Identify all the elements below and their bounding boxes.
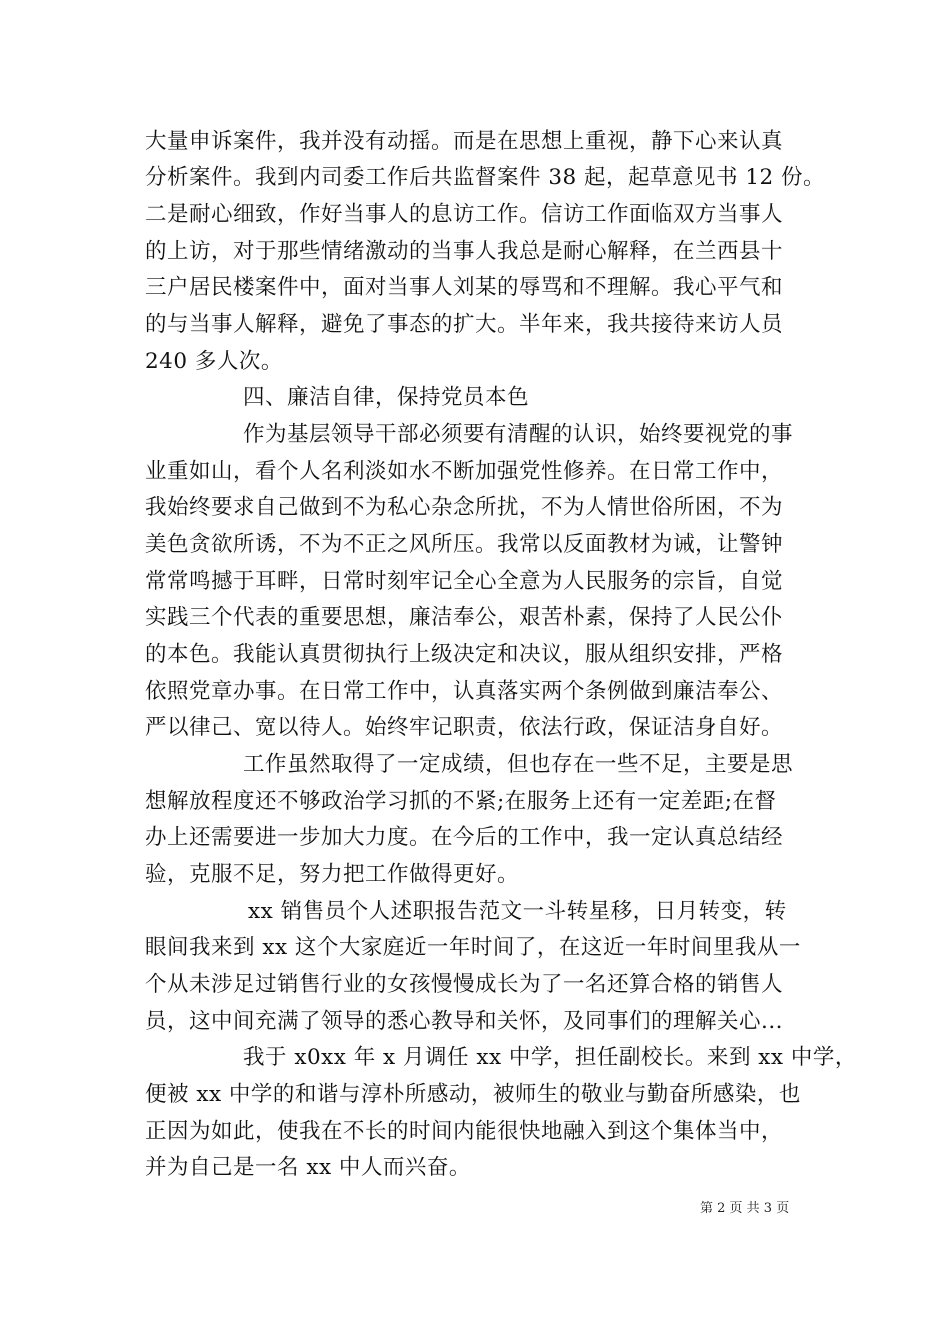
text-line: 三户居民楼案件中，面对当事人刘某的辱骂和不理解。我心平气和 [145, 275, 784, 300]
section-heading: 四、廉洁自律，保持党员本色 [243, 385, 530, 410]
text-line: 二是耐心细致，作好当事人的息访工作。信访工作面临双方当事人 [145, 202, 784, 227]
text-line: 作为基层领导干部必须要有清醒的认识，始终要视党的事 [243, 422, 794, 447]
text-line: 的与当事人解释，避免了事态的扩大。半年来，我共接待来访人员 [145, 312, 784, 337]
text-line: 验，克服不足，努力把工作做得更好。 [145, 862, 520, 887]
text-line: 严以律己、宽以待人。始终牢记职责，依法行政，保证洁身自好。 [145, 715, 784, 740]
text-line: 想解放程度还不够政治学习抓的不紧;在服务上还有一定差距;在督 [145, 789, 777, 814]
text-line: 正因为如此，使我在不长的时间内能很快地融入到这个集体当中， [145, 1119, 784, 1144]
text-line: 便被 xx 中学的和谐与淳朴所感动，被师生的敬业与勤奋所感染，也 [145, 1082, 801, 1107]
text-line: 实践三个代表的重要思想，廉洁奉公，艰苦朴素，保持了人民公仆 [145, 605, 784, 630]
text-line: 大量申诉案件，我并没有动摇。而是在思想上重视，静下心来认真 [145, 129, 784, 154]
text-line: 我始终要求自己做到不为私心杂念所扰，不为人情世俗所困，不为 [145, 495, 784, 520]
text-line: xx 销售员个人述职报告范文一斗转星移，日月转变，转 [248, 899, 787, 924]
text-line: 并为自己是一名 xx 中人而兴奋。 [145, 1155, 471, 1180]
text-line: 的上访，对于那些情绪激动的当事人我总是耐心解释，在兰西县十 [145, 239, 784, 264]
text-line: 我于 x0xx 年 x 月调任 xx 中学，担任副校长。来到 xx 中学， [243, 1045, 857, 1070]
text-line: 美色贪欲所诱，不为不正之风所压。我常以反面教材为诫，让警钟 [145, 532, 784, 557]
text-line: 办上还需要进一步加大力度。在今后的工作中，我一定认真总结经 [145, 825, 784, 850]
text-line: 工作虽然取得了一定成绩，但也存在一些不足，主要是思 [243, 752, 794, 777]
text-line: 依照党章办事。在日常工作中，认真落实两个条例做到廉洁奉公、 [145, 679, 784, 704]
text-line: 的本色。我能认真贯彻执行上级决定和决议，服从组织安排，严格 [145, 642, 784, 667]
text-line: 240 多人次。 [145, 349, 283, 374]
text-line: 分析案件。我到内司委工作后共监督案件 38 起，起草意见书 12 份。 [145, 165, 826, 190]
text-line: 业重如山，看个人名利淡如水不断加强党性修养。在日常工作中， [145, 459, 784, 484]
page-number-footer: 第 2 页 共 3 页 [700, 1201, 790, 1216]
text-line: 员，这中间充满了领导的悉心教导和关怀，及同事们的理解关心... [145, 1009, 784, 1034]
text-line: 常常鸣撼于耳畔，日常时刻牢记全心全意为人民服务的宗旨，自觉 [145, 569, 784, 594]
text-line: 眼间我来到 xx 这个大家庭近一年时间了，在这近一年时间里我从一 [145, 935, 801, 960]
text-line: 个从未涉足过销售行业的女孩慢慢成长为了一名还算合格的销售人 [145, 972, 784, 997]
